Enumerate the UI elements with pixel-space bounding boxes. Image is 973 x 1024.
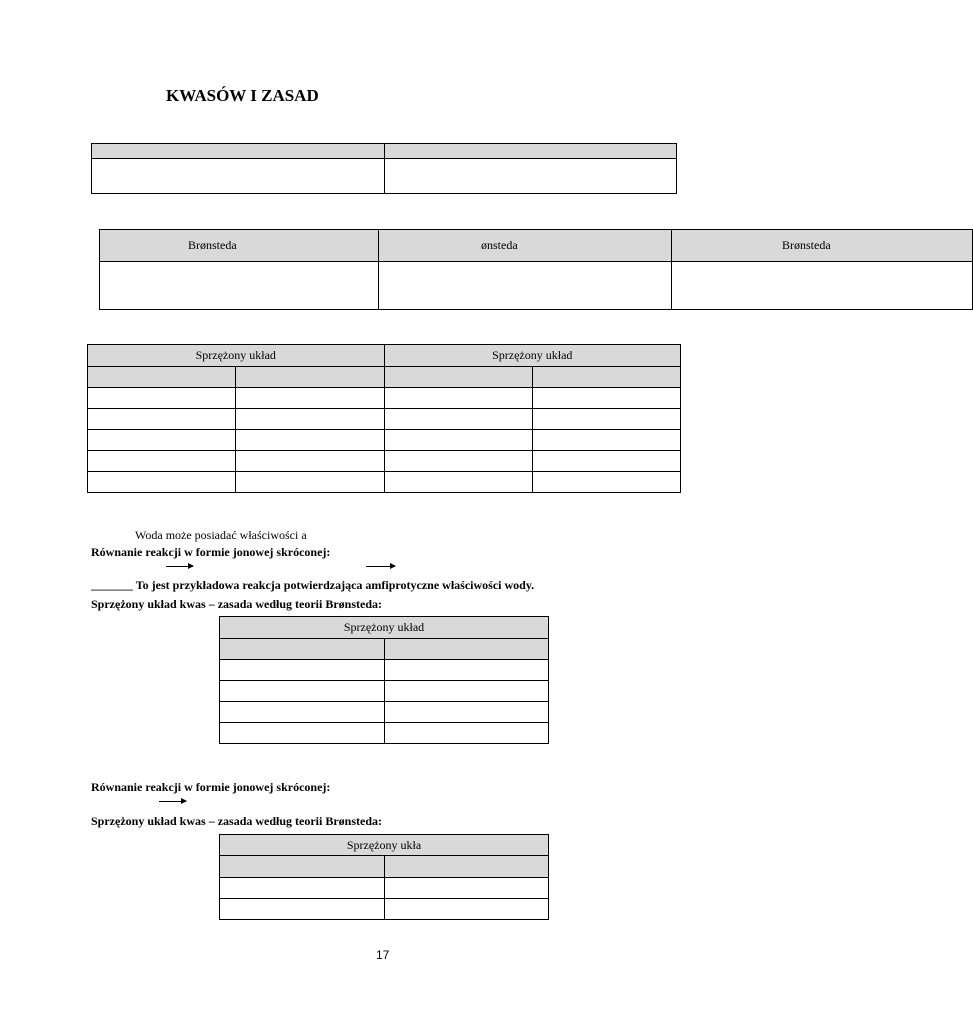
table-cell xyxy=(384,856,549,878)
table-cell[interactable] xyxy=(88,388,236,409)
table-cell[interactable] xyxy=(672,262,973,310)
table-header-cell xyxy=(220,835,549,856)
table-cell[interactable] xyxy=(384,159,677,194)
table-cell[interactable] xyxy=(236,409,384,430)
table-cell[interactable] xyxy=(236,451,384,472)
table-header-cell xyxy=(384,345,681,367)
table-cell xyxy=(92,144,385,159)
table-cell[interactable] xyxy=(384,899,549,920)
table-cell xyxy=(384,144,677,159)
header-label: Sprzężony układ xyxy=(343,620,425,634)
second-conjugate-table xyxy=(219,834,549,920)
table-cell[interactable] xyxy=(379,262,672,310)
equation-label: Równanie reakcji w formie jonowej skróconej: xyxy=(91,545,331,559)
table-cell[interactable] xyxy=(532,388,680,409)
conjugate-label: Sprzężony układ kwas – zasada według teorii Brønsteda: xyxy=(91,814,383,828)
table-cell[interactable] xyxy=(384,702,549,723)
table-cell[interactable] xyxy=(220,899,385,920)
table-cell xyxy=(236,367,384,388)
table-header-cell xyxy=(88,345,385,367)
table-cell[interactable] xyxy=(532,472,680,493)
definition-table xyxy=(91,143,677,194)
table-cell[interactable] xyxy=(92,159,385,194)
reaction-arrow-icon xyxy=(166,566,193,567)
header-label: Sprzężony ukła xyxy=(346,837,422,852)
table-cell xyxy=(384,639,549,660)
bronsted-table xyxy=(99,229,973,310)
reaction-arrow-icon xyxy=(159,801,186,802)
table-header-cell xyxy=(100,230,379,262)
table-cell[interactable] xyxy=(236,430,384,451)
table-cell[interactable] xyxy=(236,472,384,493)
conjugate-pairs-table xyxy=(87,344,681,493)
table-cell[interactable] xyxy=(220,723,385,744)
table-cell xyxy=(88,367,236,388)
table-cell xyxy=(220,639,385,660)
table-cell xyxy=(384,367,532,388)
table-cell[interactable] xyxy=(220,702,385,723)
table-cell[interactable] xyxy=(100,262,379,310)
table-cell[interactable] xyxy=(384,472,532,493)
reaction-arrow-icon xyxy=(366,566,395,567)
table-cell[interactable] xyxy=(88,472,236,493)
statement-text: To jest przykładowa reakcja potwierdzająca amfiprotyczne właściwości wody. xyxy=(133,578,535,592)
conjugate-label: Sprzężony układ kwas – zasada według teorii Brønsteda: xyxy=(91,597,383,611)
table-cell[interactable] xyxy=(532,451,680,472)
table-cell[interactable] xyxy=(220,681,385,702)
header-label: Sprzężony układ xyxy=(195,348,276,362)
header-label: Brønsteda xyxy=(782,238,831,252)
table-cell[interactable] xyxy=(88,409,236,430)
table-cell[interactable] xyxy=(384,723,549,744)
header-label: Sprzężony układ xyxy=(492,348,573,362)
table-cell[interactable] xyxy=(384,430,532,451)
table-cell[interactable] xyxy=(236,388,384,409)
table-cell[interactable] xyxy=(220,660,385,681)
table-cell[interactable] xyxy=(384,660,549,681)
table-cell[interactable] xyxy=(532,409,680,430)
table-cell[interactable] xyxy=(384,388,532,409)
amphiprotic-statement xyxy=(91,578,534,593)
header-label: Brønsteda xyxy=(188,238,237,252)
table-cell[interactable] xyxy=(532,430,680,451)
water-conjugate-table xyxy=(219,616,549,744)
table-cell[interactable] xyxy=(384,451,532,472)
table-cell xyxy=(532,367,680,388)
table-cell[interactable] xyxy=(384,878,549,899)
table-cell[interactable] xyxy=(220,878,385,899)
answer-blank[interactable]: _______ xyxy=(91,578,133,592)
table-header-cell xyxy=(379,230,672,262)
water-intro-text: Woda może posiadać właściwości a xyxy=(135,528,307,542)
table-header-cell xyxy=(220,617,549,639)
table-cell[interactable] xyxy=(88,451,236,472)
table-header-cell xyxy=(672,230,973,262)
equation-label: Równanie reakcji w formie jonowej skróconej: xyxy=(91,780,331,794)
header-label: ønsteda xyxy=(481,238,518,252)
table-cell[interactable] xyxy=(384,409,532,430)
section-title: KWASÓW I ZASAD xyxy=(166,86,319,105)
page-number: 17 xyxy=(376,948,390,962)
table-cell[interactable] xyxy=(384,681,549,702)
table-cell[interactable] xyxy=(88,430,236,451)
table-cell xyxy=(220,856,385,878)
